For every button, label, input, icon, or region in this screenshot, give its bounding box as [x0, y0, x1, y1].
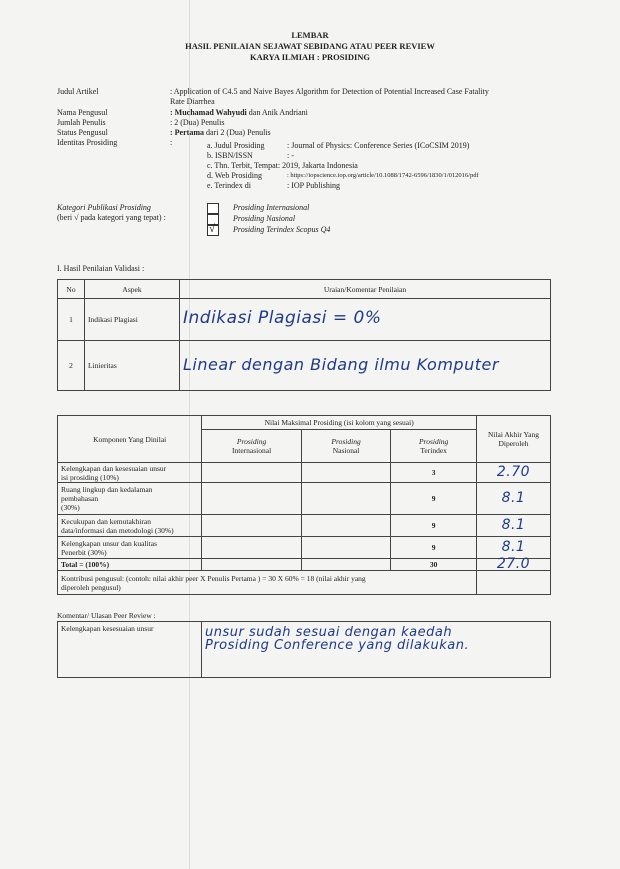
checkbox-internasional[interactable] [207, 203, 219, 214]
akhir-cell: 8.1 [476, 483, 550, 515]
row-no: 1 [58, 299, 85, 341]
col-nilai-akhir: Nilai Akhir Yang Diperoleh [476, 416, 550, 463]
akhir-cell: 8.1 [476, 537, 550, 559]
komponen-cell: Kelengkapan dan kesesuaian unsur isi prosiding (10%) [58, 463, 202, 483]
table-row [58, 341, 551, 391]
identitas-colon: : [170, 138, 173, 147]
komentar-cell [202, 622, 551, 678]
kategori-label-1: Kategori Publikasi Prosiding [57, 203, 151, 212]
identitas-c-label: c. Thn. Terbit, Tempat: 2019, Jakarta Indonesia [207, 161, 358, 170]
komponen-cell: Ruang lingkup dan kedalaman pembahasan (30%) [58, 483, 202, 515]
checkbox-terindex[interactable] [207, 225, 219, 236]
table-row [58, 515, 551, 537]
checkmark-icon: √ [209, 223, 216, 235]
nama-label: Nama Pengusul [57, 108, 108, 117]
header-line-2: HASIL PENILAIAN SEJAWAT SEBIDANG ATAU PEER REVIEW [185, 41, 435, 51]
identitas-b-label: b. ISBN/ISSN [207, 151, 253, 160]
komentar-title: Komentar/ Ulasan Peer Review : [57, 611, 156, 620]
handwritten-line-2: Prosiding Conference yang dilakukan. [205, 638, 470, 653]
komentar-label: Kelengkapan kesesuaian unsur [58, 622, 202, 678]
identitas-d-value: : https://iopscience.iop.org/article/10.1088/1742-6596/1830/1/012016/pdf [287, 172, 479, 179]
total-row [58, 559, 551, 571]
col-terindex: Prosiding Terindex [391, 430, 477, 463]
table-row [58, 299, 551, 341]
status-label: Status Pengusul [57, 128, 108, 137]
identitas-label: Identitas Prosiding [57, 138, 118, 147]
total-label: Total = (100%) [58, 559, 202, 571]
total-max: 30 [391, 559, 477, 571]
validasi-title: I. Hasil Penilaian Validasi : [57, 264, 145, 273]
kategori-option-2: Prosiding Nasional [233, 214, 296, 223]
handwritten-comment: Indikasi Plagiasi = 0% [183, 308, 382, 328]
kategori-option-1: Prosiding Internasional [233, 203, 310, 212]
kontribusi-text: Kontribusi pengusul: (contoh: nilai akhir peer X Penulis Pertama ) = 30 X 60% = 18 (nilai akhir yang diperoleh pengusul) [58, 571, 477, 595]
nama-bold: : Muchamad Wahyudi [170, 108, 247, 117]
table-row [58, 463, 551, 483]
kontribusi-row [58, 571, 551, 595]
judul-value: : Application of C4.5 and Naive Bayes Algorithm for Detection of Potential Increased Case Fatality [170, 87, 489, 96]
handwritten-comment: Linear dengan Bidang ilmu Komputer [183, 354, 499, 374]
row-komentar [180, 341, 551, 391]
row-no: 2 [58, 341, 85, 391]
judul-value-2: Rate Diarrhea [170, 97, 215, 106]
identitas-a-label: a. Judul Prosiding [207, 141, 265, 150]
identitas-e-value: : IOP Publishing [287, 181, 341, 190]
akhir-cell: 8.1 [476, 515, 550, 537]
col-internasional: Prosiding Internasional [202, 430, 301, 463]
identitas-b-value: : - [287, 151, 294, 160]
komentar-row [58, 622, 551, 678]
komponen-cell: Kelengkapan unsur dan kualitas Penerbit (30%) [58, 537, 202, 559]
kategori-option-3: Prosiding Terindex Scopus Q4 [233, 225, 331, 234]
nama-value [170, 108, 308, 118]
identitas-e-label: e. Terindex di [207, 181, 251, 190]
table-row [58, 537, 551, 559]
col-komponen: Komponen Yang Dinilai [58, 416, 202, 463]
total-akhir: 27.0 [476, 559, 550, 571]
header-line-1: LEMBAR [291, 30, 329, 40]
max-cell: 9 [391, 483, 477, 515]
jumlah-label: Jumlah Penulis [57, 118, 106, 127]
col-no: No [58, 280, 85, 299]
status-value [170, 128, 271, 138]
identitas-d-label: d. Web Prosiding [207, 171, 262, 180]
row-aspek: Indikasi Plagiasi [85, 299, 180, 341]
col-nilai-maks: Nilai Maksimal Prosiding (isi kolom yang sesuai) [202, 416, 477, 430]
col-uraian: Uraian/Komentar Penilaian [180, 280, 551, 299]
nama-rest: dan Anik Andriani [248, 108, 308, 117]
komponen-cell: Kecukupan dan kemutakhiran data/informasi dan metodologi (30%) [58, 515, 202, 537]
max-cell: 9 [391, 515, 477, 537]
identitas-a-value: : Journal of Physics: Conference Series (ICoCSIM 2019) [287, 141, 470, 150]
validasi-table [57, 279, 551, 391]
handwritten-line-1: unsur sudah sesuai dengan kaedah [205, 625, 453, 640]
row-komentar [180, 299, 551, 341]
col-aspek: Aspek [85, 280, 180, 299]
row-aspek: Linieritas [85, 341, 180, 391]
jumlah-value: : 2 (Dua) Penulis [170, 118, 225, 127]
max-cell: 9 [391, 537, 477, 559]
judul-label: Judul Artikel [57, 87, 99, 96]
header-line-3: KARYA ILMIAH : PROSIDING [249, 52, 371, 62]
nilai-table [57, 415, 551, 595]
col-nasional: Prosiding Nasional [301, 430, 391, 463]
kategori-label-2: (beri √ pada kategori yang tepat) : [57, 213, 166, 222]
max-cell: 3 [391, 463, 477, 483]
komentar-table [57, 621, 551, 678]
table-row [58, 483, 551, 515]
akhir-cell: 2.70 [476, 463, 550, 483]
status-rest: dari 2 (Dua) Penulis [205, 128, 271, 137]
status-bold: : Pertama [170, 128, 204, 137]
